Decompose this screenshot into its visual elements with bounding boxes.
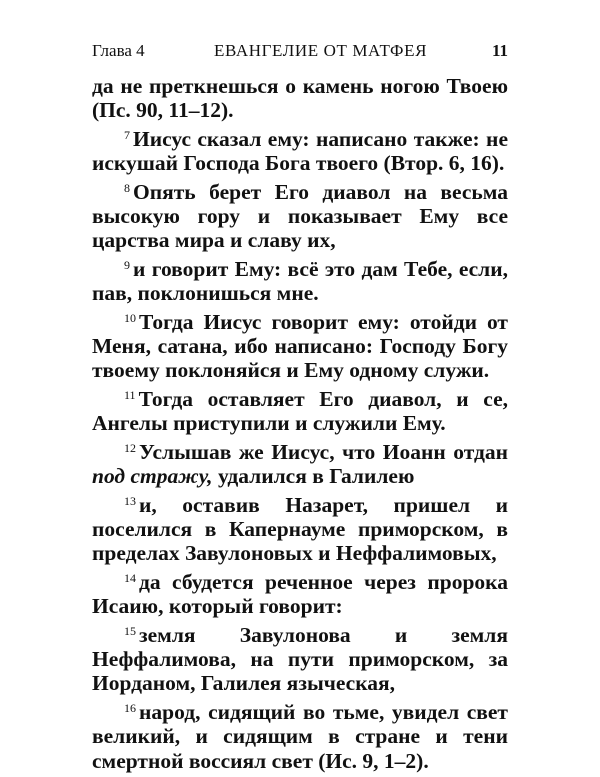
verse-text: и говорит Ему: всё это дам Тебе, если, пав, поклонишься мне. [92,256,508,306]
continuation-paragraph: да не преткнешься о камень ногою Твоею (Пс. 90, 11–12). [92,74,508,123]
verse-number: 11 [124,387,136,402]
verse-12 [92,440,508,489]
running-header [92,40,508,62]
verse-text: Тогда Иисус говорит ему: отойди от Меня, сатана, ибо написано: Господу Богу твоему поклоняйся и Ему одному служи. [92,309,508,383]
verse-text: земля Завулонова и земля Неффалимова, на пути приморском, за Иорданом, Галилея языческая, [92,622,508,696]
verse-number: 12 [124,440,136,455]
verse-16 [92,700,508,773]
verse-text: и, оставив Назарет, пришел и поселился в Капернауме приморском, в пределах Завулоновых и Неффалимовых, [92,492,508,566]
book-title: ЕВАНГЕЛИЕ ОТ МАТФЕЯ [214,41,428,60]
verse-number: 9 [124,257,130,272]
verse-number: 7 [124,127,130,142]
verse-14 [92,570,508,619]
scripture-text [92,74,508,777]
verse-number: 16 [124,700,136,715]
verse-9 [92,257,508,306]
verse-text: Иисус сказал ему: написано также: не искушай Господа Бога твоего (Втор. 6, 16). [92,126,508,176]
verse-number: 15 [124,623,136,638]
page-number: 11 [491,41,508,60]
verse-text: народ, сидящий во тьме, увидел свет великий, и сидящим в стране и тени смертной воссиял свет (Ис. 9, 1–2). [92,699,508,773]
verse-text: Опять берет Его диавол на весьма высокую гору и показывает Ему все царства мира и славу их, [92,179,508,253]
verse-10 [92,310,508,383]
verse-13 [92,493,508,566]
verse-number: 13 [124,493,136,508]
verse-number: 8 [124,180,130,195]
verse-text-after: удалился в Галилею [212,464,415,489]
verse-text: Тогда оставляет Его диавол, и се, Ангелы приступили и служили Ему. [92,386,508,436]
verse-number: 14 [124,570,136,585]
verse-8 [92,180,508,253]
verse-text-before: Услышав же Иисус, что Иоанн отдан [139,439,508,464]
verse-11 [92,387,508,436]
verse-text: да сбудется реченное через пророка Исаию, который говорит: [92,569,508,619]
verse-text-italic: под стражу, [92,464,213,489]
verse-15 [92,623,508,696]
chapter-label: Глава 4 [92,41,145,60]
verse-number: 10 [124,310,136,325]
verse-7 [92,127,508,176]
